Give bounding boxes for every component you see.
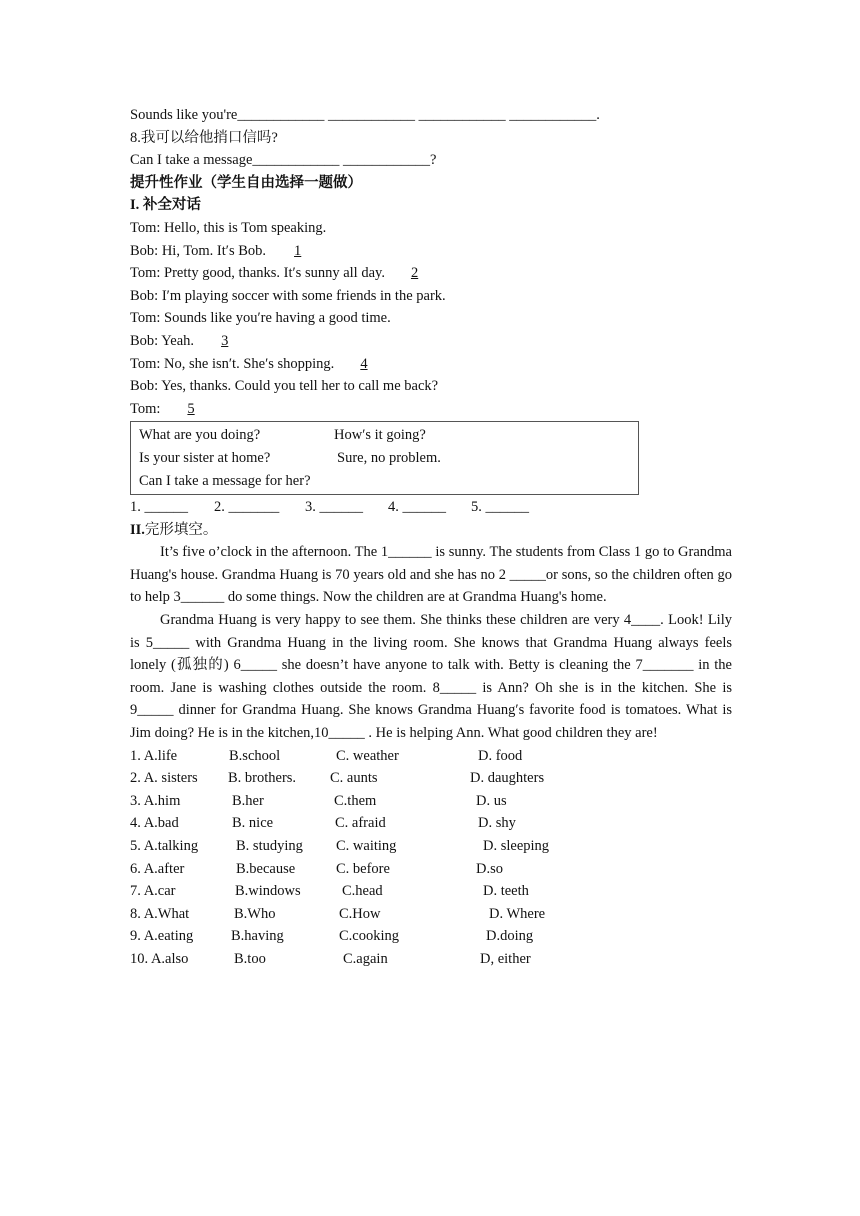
dialog-blank: 2 (410, 265, 419, 282)
dialog-line: Tom: Hello, this is Tom speaking. (130, 219, 327, 236)
option-choice: C.cooking (339, 928, 400, 945)
option-row (130, 767, 732, 790)
option-choice: B. brothers. (228, 770, 297, 787)
option-choice: C. weather (336, 747, 399, 764)
option-choice: 2. A. sisters (130, 770, 198, 787)
option-choice: D.so (476, 860, 503, 877)
option-row (130, 745, 732, 768)
option-choice: 10. A.also (130, 950, 189, 967)
option-row (130, 812, 732, 835)
option-choice: B. nice (232, 815, 274, 832)
option-choice: D. shy (478, 815, 516, 832)
cloze-paragraph: It’s five o’clock in the afternoon. The 1______ is sunny. The students from Class 1 go to Grandma Huang's house. Grandma Huang is 70 years old and she has no 2 _____or sons, so the children often go to help 3______ do some things. Now the children are at Grandma Huang's home. (130, 544, 732, 606)
dialog-line: Bob: Yes, thanks. Could you tell her to call me back? (130, 378, 439, 395)
option-choice: B.too (234, 950, 266, 967)
option-choice: D. teeth (483, 883, 529, 900)
worksheet-page (130, 104, 732, 971)
dialog-blank: 4 (360, 355, 368, 372)
option-choice: 4. A.bad (130, 815, 179, 832)
option-choice: B. studying (236, 838, 303, 854)
option-choice: 3. A.him (130, 792, 181, 809)
option-choice: C. before (336, 860, 390, 877)
sentence-options-box (130, 421, 639, 495)
option-sentence: Is your sister at home? (139, 449, 271, 466)
option-choice: 1. A.life (130, 747, 178, 764)
box-row (139, 470, 638, 493)
option-row (130, 858, 732, 881)
option-choice: D. us (476, 792, 507, 809)
dialog-line: Tom: Pretty good, thanks. It′s sunny all day. 2 (130, 262, 732, 285)
cloze-options (130, 745, 732, 971)
option-row (130, 880, 732, 903)
option-row (130, 903, 732, 926)
dialog-blank: 5 (187, 400, 195, 417)
answer-blank[interactable]: 5. ______ (471, 499, 529, 516)
dialog-line: Bob: Yeah. 3 (130, 330, 732, 353)
option-choice: C.again (343, 950, 388, 967)
option-sentence: Sure, no problem. (337, 449, 441, 466)
option-choice: D. food (478, 747, 523, 764)
dialog-line: Tom: 5 (130, 398, 732, 421)
option-choice: D. daughters (470, 770, 545, 787)
option-choice: 8. A.What (130, 905, 190, 922)
sentence-line: Sounds like you're____________ ____________ ____________ ____________. (130, 107, 600, 123)
option-choice: B.Who (234, 905, 276, 922)
answer-blanks (130, 496, 732, 519)
option-row (130, 790, 732, 813)
option-choice: 6. A.after (130, 860, 185, 877)
option-choice: B.windows (235, 883, 301, 900)
option-choice: C.head (342, 883, 383, 900)
option-choice: C. waiting (336, 838, 397, 854)
option-choice: C.How (339, 905, 381, 922)
part2-heading: II.完形填空。 (130, 521, 218, 538)
sentence-line: Can I take a message____________ ____________? (130, 152, 437, 169)
option-choice: 7. A.car (130, 883, 176, 900)
option-choice: D. Where (489, 905, 546, 922)
option-choice: B.having (231, 928, 284, 945)
option-row (130, 835, 732, 858)
option-choice: B.school (229, 747, 281, 764)
dialog (130, 217, 732, 420)
option-choice: D.doing (486, 928, 534, 945)
answer-blank[interactable]: 4. ______ (388, 499, 446, 516)
dialog-line: Bob: I′m playing soccer with some friends in the park. (130, 287, 446, 304)
option-choice: C. aunts (330, 770, 378, 787)
dialog-line: Tom: Sounds like you′re having a good time. (130, 310, 391, 327)
question-item: 8.我可以给他捎口信吗? (130, 129, 278, 146)
option-choice: C. afraid (335, 815, 386, 832)
option-choice: 5. A.talking (130, 838, 199, 854)
option-choice: D. sleeping (483, 838, 550, 854)
answer-blank[interactable]: 1. ______ (130, 499, 188, 516)
option-choice: B.her (232, 792, 264, 809)
part1-heading: I. 补全对话 (130, 197, 201, 214)
dialog-blank: 1 (294, 242, 302, 259)
option-row (130, 925, 732, 948)
section-heading: 提升性作业（学生自由选择一题做） (130, 174, 362, 191)
cloze-paragraph: Grandma Huang is very happy to see them. She thinks these children are very 4____. Look! Lily is 5_____ with Grandma Huang in the living room. She knows that Grandma Huang always feels lonely (孤独的) 6_____ she doesn’t have anyone to talk with. Betty is cleaning the 7_______ in the room. Jane is washing clothes outside the room. 8_____ is Ann? Oh she is in the kitchen. She is 9_____ dinner for Grandma Huang. She knows Grandma Huang′s favorite food is tomatoes. What is Jim doing? He is in the kitchen,10_____ . He is helping Ann. What good children they are! (130, 612, 732, 742)
answer-blank[interactable]: 3. ______ (305, 499, 363, 516)
option-sentence: How′s it going? (334, 427, 426, 444)
box-row (139, 424, 638, 447)
box-row (139, 447, 638, 470)
dialog-blank: 3 (221, 332, 229, 349)
dialog-line: Bob: Hi, Tom. It′s Bob. 1 (130, 240, 732, 263)
option-sentence: Can I take a message for her? (139, 472, 311, 489)
option-sentence: What are you doing? (139, 427, 261, 444)
option-choice: D, either (480, 950, 531, 967)
option-choice: C.them (334, 792, 377, 809)
dialog-line: Tom: No, she isn′t. She′s shopping. 4 (130, 353, 732, 376)
option-choice: 9. A.eating (130, 928, 194, 945)
option-row (130, 948, 732, 971)
answer-blank[interactable]: 2. _______ (214, 499, 280, 516)
option-choice: B.because (236, 860, 296, 877)
